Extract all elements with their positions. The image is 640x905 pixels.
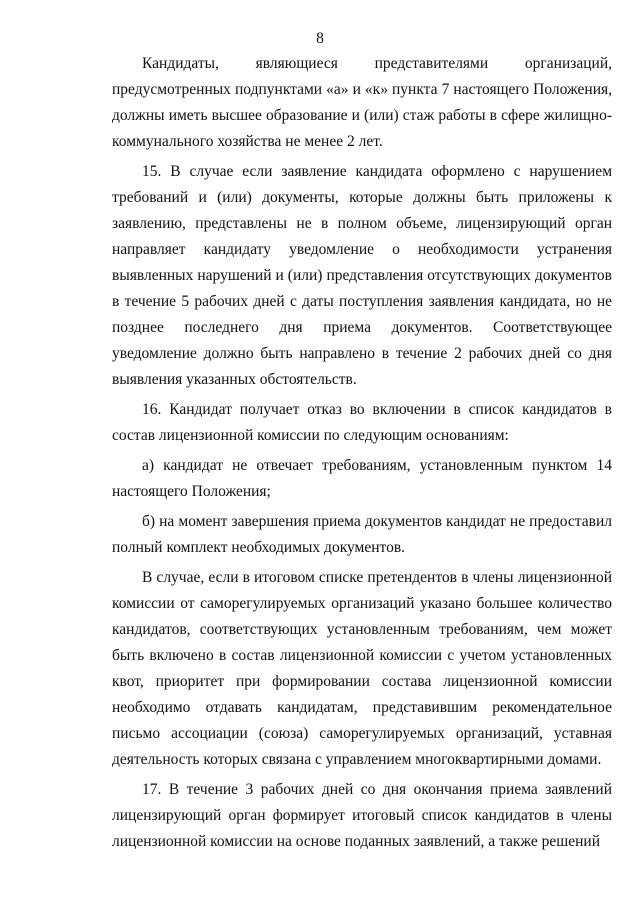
paragraph-item-16: 16. Кандидат получает отказ во включении в список кандидатов в состав лицензионной комиссии по следующим основаниям: (112, 401, 612, 444)
document-body (112, 51, 612, 859)
paragraph-item-17: 17. В течение 3 рабочих дней со дня окончания приема заявлений лицензирующий орган формирует итоговый список кандидатов в члены лицензионной комиссии на основе поданных заявлений, а также решений (112, 781, 612, 850)
paragraph-candidates-requirements: Кандидаты, являющиеся представителями организаций, предусмотренных подпунктами «а» и «к» пункта 7 настоящего Положения, должны иметь высшее образование и (или) стаж работы в сфере жилищно-коммунального хозяйства не менее 2 лет. (112, 55, 612, 150)
paragraph-priority: В случае, если в итоговом списке претендентов в члены лицензионной комиссии от саморегулируемых организаций указано большее количество кандидатов, соответствующих установленным требованиям, чем может быть включено в состав лицензионной комиссии с учетом установленных квот, приоритет при формировании состава лицензионной комиссии необходимо отдавать кандидатам, представившим рекомендательное письмо ассоциации (союза) саморегулируемых организаций, уставная деятельность которых связана с управлением многоквартирными домами. (112, 569, 612, 768)
paragraph-item-16-a: а) кандидат не отвечает требованиям, установленным пунктом 14 настоящего Положения; (112, 457, 612, 500)
paragraph-item-15: 15. В случае если заявление кандидата оформлено с нарушением требований и (или) документы, которые должны быть приложены к заявлению, представлены не в полном объеме, лицензирующий орган направляет кандидату уведомление о необходимости устранения выявленных нарушений и (или) представления отсутствующих документов в течение 5 рабочих дней с даты поступления заявления кандидата, но не позднее последнего дня приема документов. Соответствующее уведомление должно быть направлено в течение 2 рабочих дней со дня выявления указанных обстоятельств. (112, 163, 612, 388)
paragraph-item-16-b: б) на момент завершения приема документов кандидат не предоставил полный комплект необходимых документов. (112, 513, 612, 556)
page-number: 8 (316, 30, 324, 47)
